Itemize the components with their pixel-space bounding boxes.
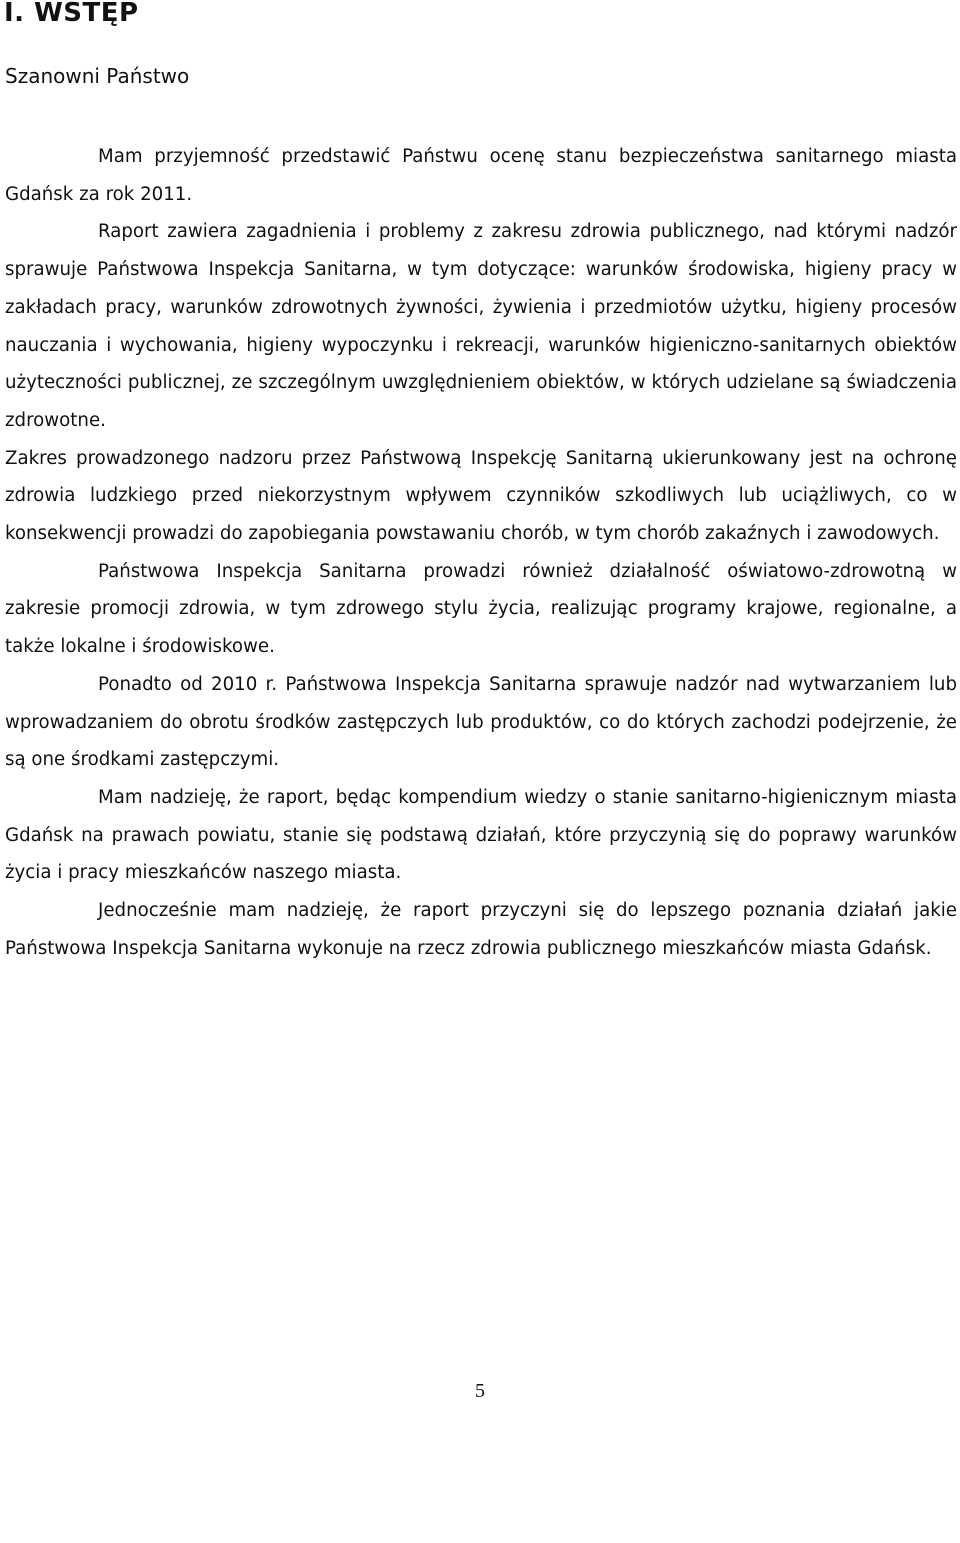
- paragraph-health-education: Państwowa Inspekcja Sanitarna prowadzi również działalność oświatowo-zdrowotną w zakresie promocji zdrowia, w tym zdrowego stylu życia, realizując programy krajowe, regionalne, a także lokalne i środowiskowe.: [5, 560, 957, 658]
- paragraph-substitutes: Ponadto od 2010 r. Państwowa Inspekcja Sanitarna sprawuje nadzór nad wytwarzaniem lub wprowadzaniem do obrotu środków zastępczych lub produktów, co do których zachodzi podejrzenie, że są one środkami zastępczymi.: [5, 673, 957, 771]
- paragraph-report-scope: Raport zawiera zagadnienia i problemy z zakresu zdrowia publicznego, nad którymi nadzór sprawuje Państwowa Inspekcja Sanitarna, w tym dotyczące: warunków środowiska, higieny pracy w zakładach pracy, warunków zdrowotnych żywności, żywienia i przedmiotów użytku, higieny procesów nauczania i wychowania, higieny wypoczynku i rekreacji, warunków higieniczno-sanitarnych obiektów użyteczności publicznej, ze szczególnym uwzględnieniem obiektów, w których udzielane są świadczenia zdrowotne.: [5, 221, 957, 431]
- section-heading: I. WSTĘP: [4, 0, 139, 28]
- paragraph-hope-report: Mam nadzieję, że raport, będąc kompendium wiedzy o stanie sanitarno-higienicznym miasta Gdańsk na prawach powiatu, stanie się podstawą działań, które przyczynią się do poprawy warunków życia i pracy mieszkańców naszego miasta.: [5, 786, 957, 884]
- paragraph-intro: Mam przyjemność przedstawić Państwu ocenę stanu bezpieczeństwa sanitarnego miasta Gdańsk za rok 2011.: [5, 146, 957, 205]
- salutation: Szanowni Państwo: [5, 64, 190, 88]
- paragraph-closing: Jednocześnie mam nadzieję, że raport przyczyni się do lepszego poznania działań jakie Państwowa Inspekcja Sanitarna wykonuje na rzecz zdrowia publicznego mieszkańców miasta Gdańsk.: [5, 900, 957, 959]
- letter-body: [5, 138, 957, 967]
- paragraph-supervision-scope: Zakres prowadzonego nadzoru przez Państwową Inspekcję Sanitarną ukierunkowany jest na ochronę zdrowia ludzkiego przed niekorzystnym wpływem czynników szkodliwych lub uciążliwych, co w konsekwencji prowadzi do zapobiegania powstawaniu chorób, w tym chorób zakaźnych i zawodowych.: [5, 447, 957, 545]
- page-number: 5: [475, 1380, 485, 1402]
